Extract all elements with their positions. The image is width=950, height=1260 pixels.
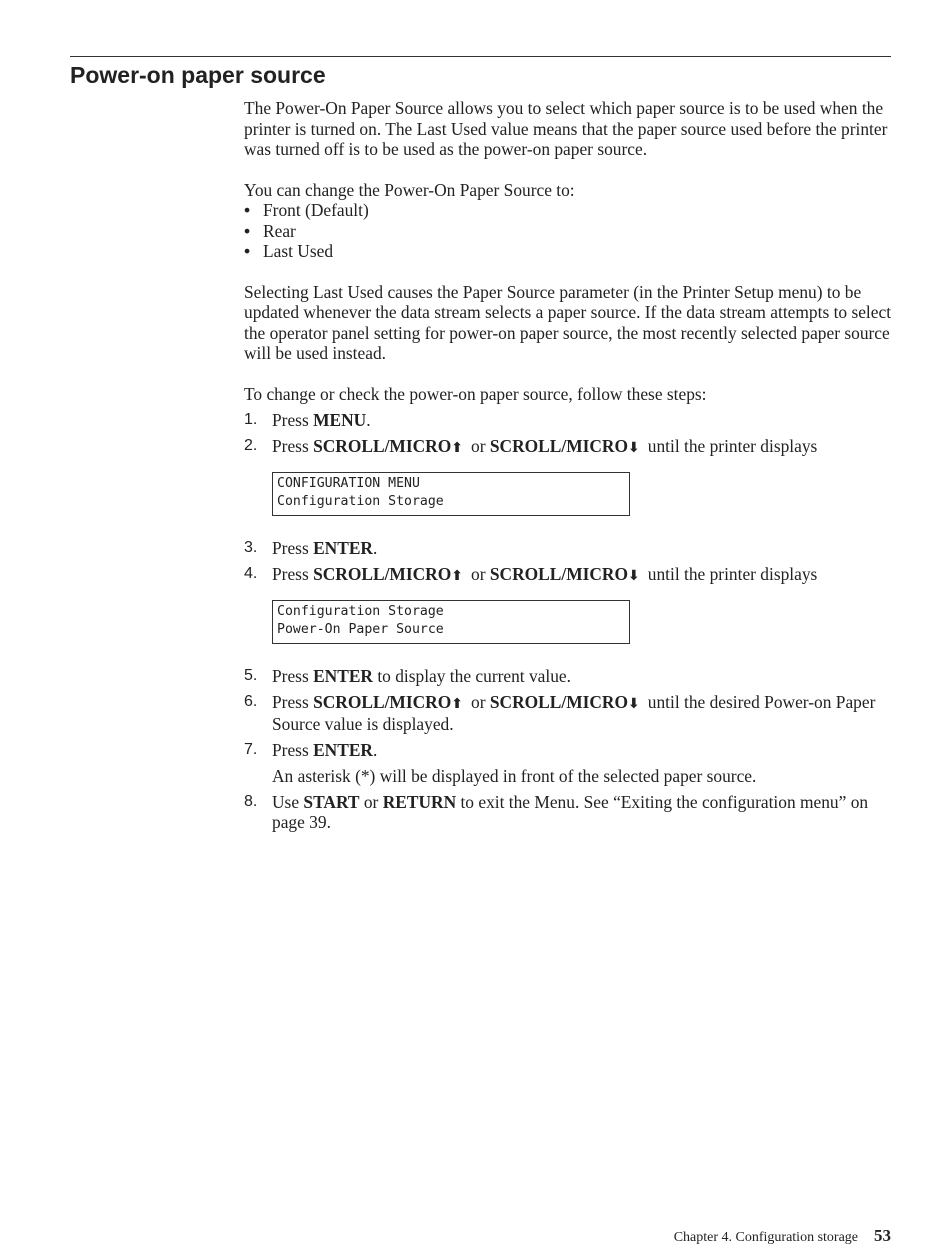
list-item: • Front (Default): [244, 200, 369, 220]
step-7-note: An asterisk (*) will be displayed in front of the selected paper source.: [272, 766, 757, 786]
arrow-up-icon: ⬆: [451, 439, 463, 456]
page-title: Power-on paper source: [70, 62, 326, 88]
step-2: 2. Press SCROLL/MICRO⬆ or SCROLL/MICRO⬇ until the printer displays CONFIGURATION MENU Configuration Storage: [244, 436, 894, 517]
steps-intro: To change or check the power-on paper source, follow these steps:: [244, 383, 707, 404]
step-6: 6. Press SCROLL/MICRO⬆ or SCROLL/MICRO⬇ until the desired Power-on Paper Source value is displayed.: [244, 691, 876, 734]
arrow-down-icon: ⬇: [628, 439, 640, 456]
step-5: 5. Press ENTER to display the current value.: [244, 666, 571, 686]
top-rule: [70, 56, 891, 57]
body-content: [244, 98, 894, 838]
printer-display-1: CONFIGURATION MENU Configuration Storage: [272, 472, 630, 516]
bullet-icon: •: [244, 200, 251, 220]
change-intro: You can change the Power-On Paper Source to:: [244, 179, 575, 200]
page-number: 53: [874, 1226, 891, 1245]
arrow-down-icon: ⬇: [628, 567, 640, 584]
steps-list: [244, 410, 894, 833]
bullet-icon: •: [244, 220, 251, 241]
bullet-icon: •: [244, 241, 251, 261]
last-used-paragraph: Selecting Last Used causes the Paper Source parameter (in the Printer Setup menu) to be updated whenever the data stream selects a paper source. If the data stream attempts to select the operator panel setting for power-on paper source, the most recently selected paper source will be used instead.: [244, 281, 892, 363]
step-7: 7. Press ENTER. An asterisk (*) will be displayed in front of the selected paper source.: [244, 740, 894, 787]
arrow-down-icon: ⬇: [628, 695, 640, 712]
page-footer: [674, 1226, 891, 1246]
arrow-up-icon: ⬆: [451, 567, 463, 584]
option-list: [244, 200, 894, 262]
step-4: 4. Press SCROLL/MICRO⬆ or SCROLL/MICRO⬇ until the printer displays Configuration Storage Power-On Paper Source: [244, 564, 894, 645]
list-item: • Last Used: [244, 241, 334, 261]
list-item: • Rear: [244, 220, 296, 241]
arrow-up-icon: ⬆: [451, 695, 463, 712]
step-1: 1. Press MENU.: [244, 410, 371, 430]
step-8: 8. Use START or RETURN to exit the Menu. See “Exiting the configuration menu” on page 39.: [244, 791, 869, 832]
footer-chapter: Chapter 4. Configuration storage: [673, 1230, 858, 1245]
printer-display-2: Configuration Storage Power-On Paper Source: [272, 600, 630, 644]
intro-paragraph: The Power-On Paper Source allows you to select which paper source is to be used when the printer is turned on. The Last Used value means that the paper source used before the printer was turned off is to be used as the power-on paper source.: [244, 98, 888, 159]
step-3: 3. Press ENTER.: [244, 538, 378, 558]
